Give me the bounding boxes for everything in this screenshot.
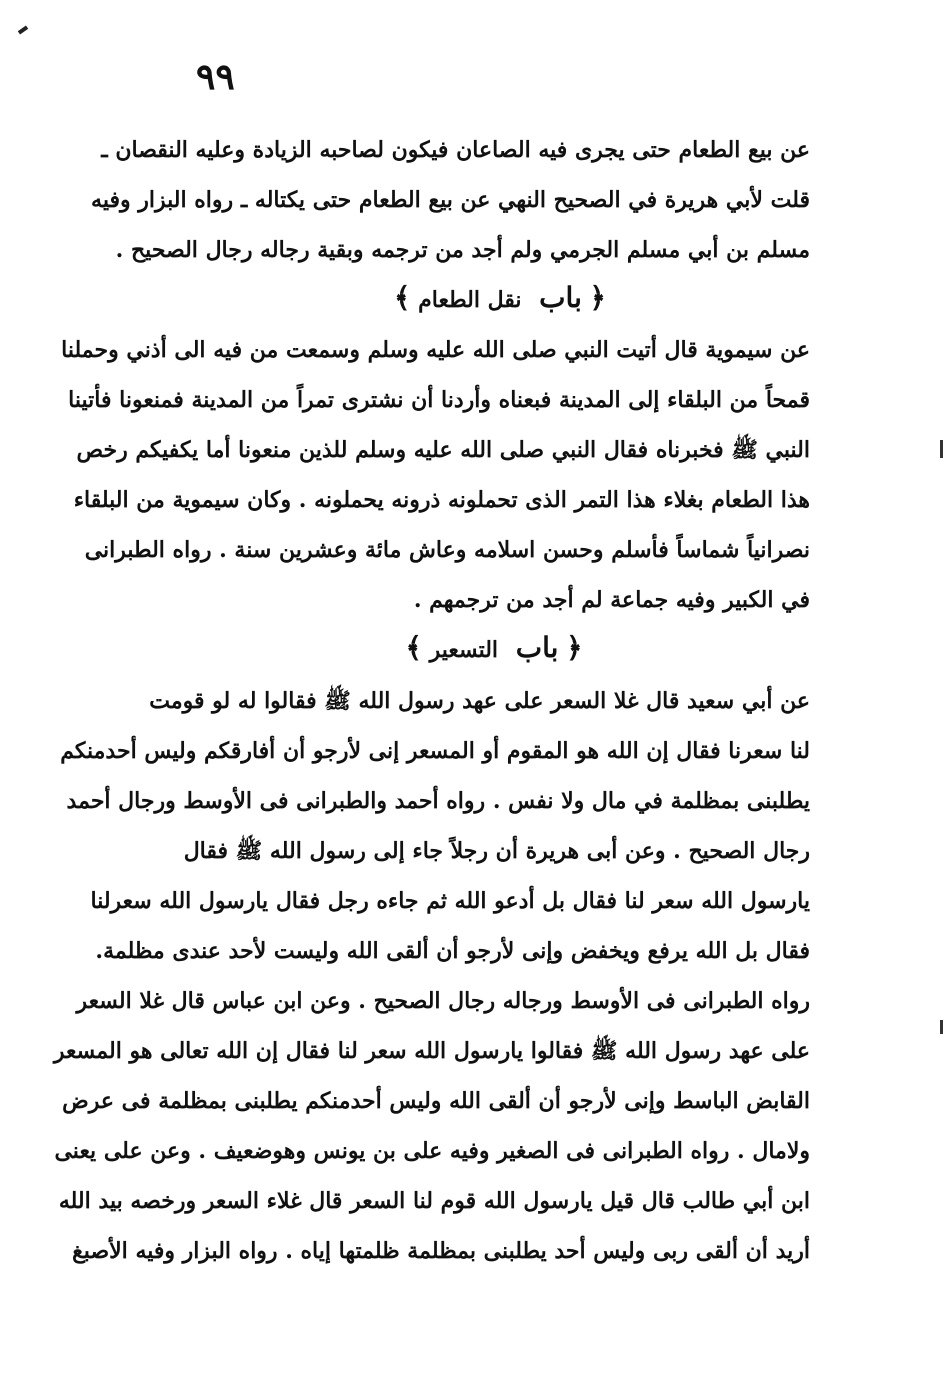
heading-bab: باب bbox=[539, 281, 582, 314]
text-line: نصرانياً شماساً فأسلم وحسن اسلامه وعاش مائة وعشرين سنة . رواه الطبرانى bbox=[84, 537, 810, 563]
text-line: يطلبنى بمظلمة في مال ولا نفس . رواه أحمد والطبرانى فى الأوسط ورجال أحمد bbox=[66, 788, 810, 814]
text-line: هذا الطعام بغلاء هذا التمر الذى تحملونه ذرونه يحملونه . وكان سيموية من البلقاء bbox=[73, 487, 810, 513]
text-line: عن سيموية قال أتيت النبي صلى الله عليه وسلم وسمعت من فيه الى أذني وحملنا bbox=[61, 337, 810, 363]
text-line: قمحاً من البلقاء إلى المدينة فبعناه وأردنا أن نشترى تمراً من المدينة فمنعونا فأتينا bbox=[68, 387, 810, 413]
scan-mark bbox=[18, 25, 28, 34]
text-line: القابض الباسط وإنى لأرجو أن ألقى الله وليس أحدمنكم يطلبنى بمظلمة فى عرض bbox=[62, 1088, 810, 1114]
heading-bracket: ﴾ bbox=[394, 281, 411, 314]
text-line: في الكبير وفيه جماعة لم أجد من ترجمهم . bbox=[413, 587, 810, 613]
text-line: قلت لأبي هريرة في الصحيح النهي عن بيع الطعام حتى يكتاله ـ رواه البزار وفيه bbox=[91, 187, 810, 213]
chapter-heading-pricing bbox=[386, 626, 602, 672]
heading-bracket: ﴿ bbox=[566, 631, 583, 664]
text-line: مسلم بن أبي مسلم الجرمي ولم أجد من ترجمه وبقية رجاله رجال الصحيح . bbox=[115, 237, 810, 263]
text-line: رواه الطبرانى فى الأوسط ورجاله رجال الصحيح . وعن ابن عباس قال غلا السعر bbox=[76, 988, 810, 1014]
text-line: عن أبي سعيد قال غلا السعر على عهد رسول الله ﷺ فقالوا له لو قومت bbox=[149, 688, 810, 714]
paragraph-food-sale bbox=[91, 125, 810, 275]
page-number: ٩٩ bbox=[196, 56, 235, 98]
paragraph-pricing bbox=[53, 676, 810, 1276]
text-line: أريد أن ألقى ربى وليس أحد يطلبنى بمظلمة ظلمتها إياه . رواه البزار وفيه الأصبغ bbox=[72, 1238, 810, 1264]
text-line: لنا سعرنا فقال إن الله هو المقوم أو المسعر إنى لأرجو أن أفارقكم وليس أحدمنكم bbox=[60, 738, 810, 764]
heading-bracket: ﴿ bbox=[589, 281, 606, 314]
text-line: يارسول الله سعر لنا فقال بل أدعو الله ثم جاءه رجل فقال يارسول الله سعرلنا bbox=[90, 888, 810, 914]
edge-mark bbox=[940, 440, 943, 458]
chapter-heading-food-transport bbox=[380, 276, 620, 322]
text-line: ولامال . رواه الطبرانى فى الصغير وفيه على بن يونس وهوضعيف . وعن على يعنى bbox=[54, 1138, 810, 1164]
heading-bracket: ﴾ bbox=[405, 631, 422, 664]
text-line: رجال الصحيح . وعن أبى هريرة أن رجلاً جاء إلى رسول الله ﷺ فقال bbox=[183, 838, 810, 864]
text-line: النبي ﷺ فخبرناه فقال النبي صلى الله عليه وسلم للذين منعونا أما يكفيكم رخص bbox=[76, 437, 810, 463]
text-line: ابن أبي طالب قال قيل يارسول الله قوم لنا السعر قال غلاء السعر ورخصه بيد الله bbox=[58, 1188, 810, 1214]
heading-title: نقل الطعام bbox=[418, 287, 522, 313]
paragraph-simawayh bbox=[61, 325, 810, 625]
text-line: على عهد رسول الله ﷺ فقالوا يارسول الله سعر لنا فقال إن الله تعالى هو المسعر bbox=[53, 1038, 810, 1064]
text-line: فقال بل الله يرفع ويخفض وإنى لأرجو أن ألقى الله وليست لأحد عندى مظلمة. bbox=[95, 938, 810, 964]
heading-bab: باب bbox=[515, 631, 559, 664]
text-line: عن بيع الطعام حتى يجرى فيه الصاعان فيكون لصاحبه الزيادة وعليه النقصان ـ bbox=[101, 137, 810, 163]
edge-mark bbox=[940, 1020, 943, 1034]
heading-title: التسعير bbox=[429, 637, 499, 663]
